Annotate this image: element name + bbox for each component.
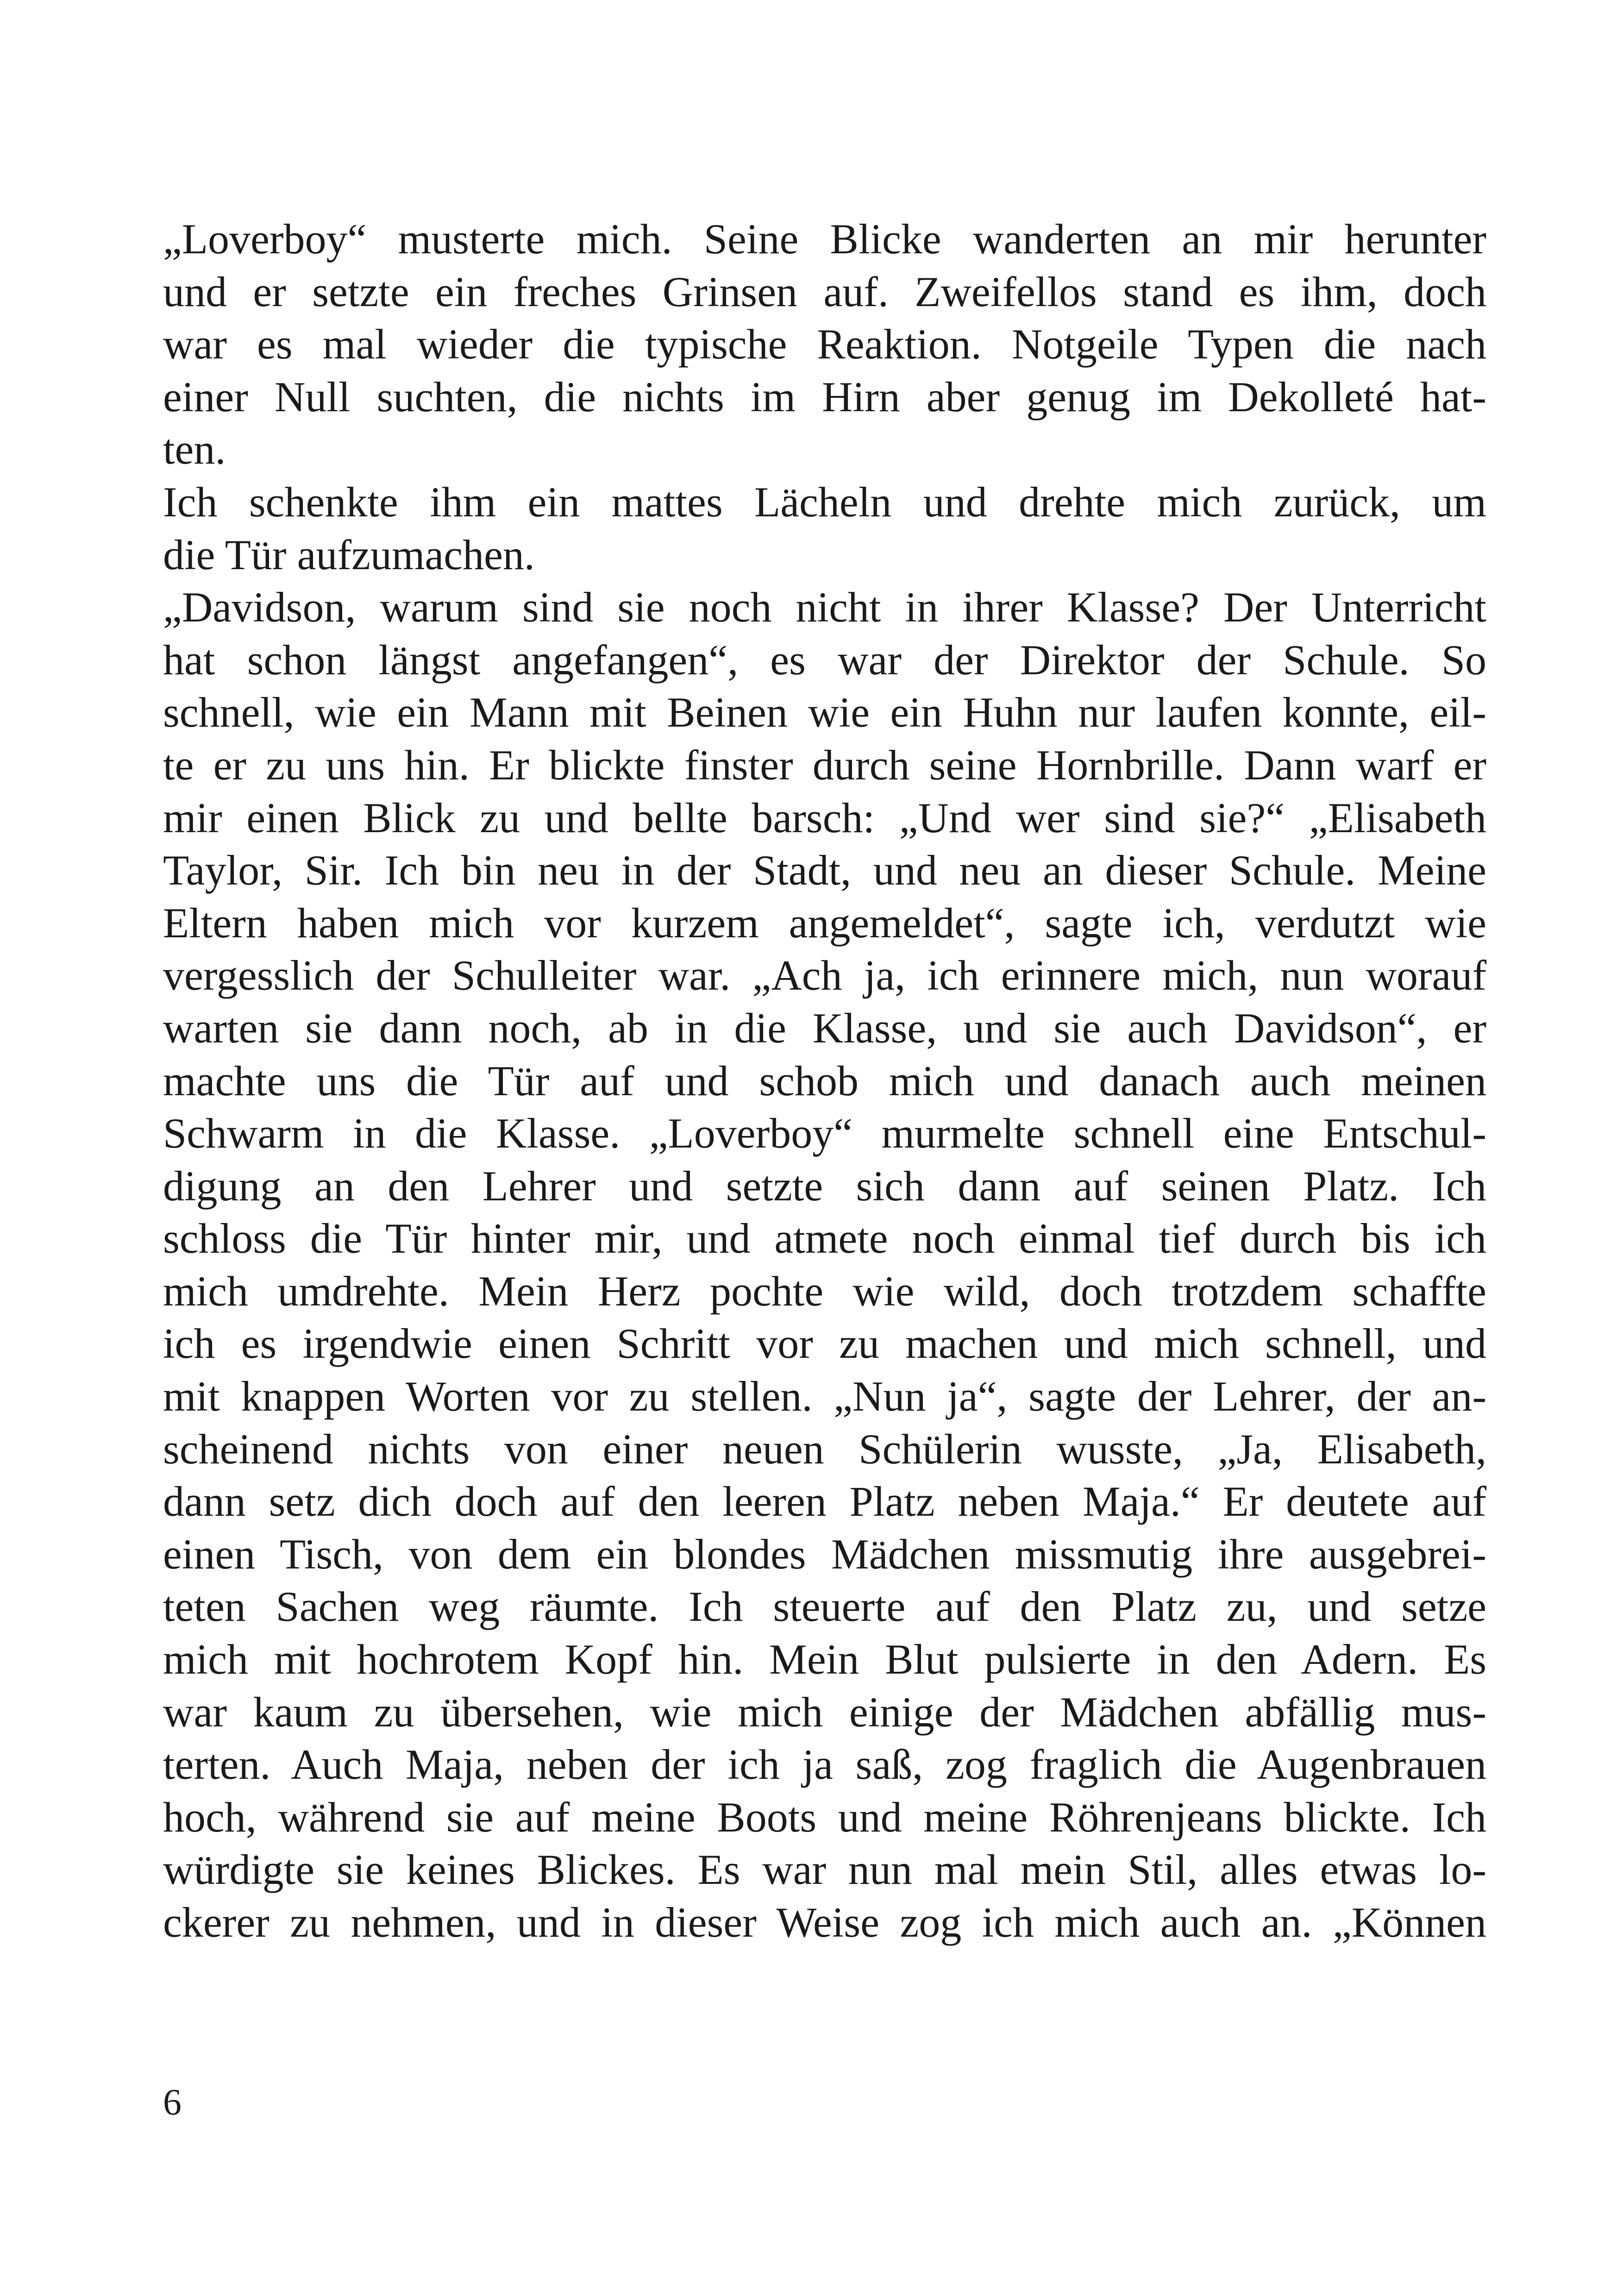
text-line: terten. Auch Maja, neben der ich ja saß, zog fraglich die Augenbrauen <box>163 1741 1486 1788</box>
text-line: war es mal wieder die typische Reaktion. Notgeile Typen die nach <box>163 320 1486 368</box>
text-line: warten sie dann noch, ab in die Klasse, und sie auch Davidson“, er <box>163 1004 1486 1052</box>
text-line: würdigte sie keines Blickes. Es war nun mal mein Stil, alles etwas lo- <box>163 1846 1486 1894</box>
text-line: mich mit hochrotem Kopf hin. Mein Blut pulsierte in den Adern. Es <box>163 1636 1486 1683</box>
text-line: hat schon längst angefangen“, es war der Direktor der Schule. So <box>163 636 1486 684</box>
text-line: ich es irgendwie einen Schritt vor zu machen und mich schnell, und <box>163 1320 1486 1368</box>
page-number: 6 <box>163 2082 182 2123</box>
text-line: vergesslich der Schulleiter war. „Ach ja, ich erinnere mich, nun worauf <box>163 952 1486 999</box>
text-line: Eltern haben mich vor kurzem angemeldet“, sagte ich, verdutzt wie <box>163 899 1486 947</box>
text-line: schloss die Tür hinter mir, und atmete noch einmal tief durch bis ich <box>163 1215 1486 1262</box>
text-line: dann setz dich doch auf den leeren Platz neben Maja.“ Er deutete auf <box>163 1478 1486 1525</box>
text-line: mir einen Blick zu und bellte barsch: „Und wer sind sie?“ „Elisabeth <box>163 794 1486 841</box>
text-line: ten. <box>163 426 226 473</box>
text-line: Schwarm in die Klasse. „Loverboy“ murmelte schnell eine Entschul- <box>163 1110 1486 1157</box>
text-line: Ich schenkte ihm ein mattes Lächeln und drehte mich zurück, um <box>163 478 1486 526</box>
text-line: schnell, wie ein Mann mit Beinen wie ein Huhn nur laufen konnte, eil- <box>163 689 1486 736</box>
text-line: machte uns die Tür auf und schob mich und danach auch meinen <box>163 1057 1486 1104</box>
text-line: mich umdrehte. Mein Herz pochte wie wild, doch trotzdem schaffte <box>163 1267 1486 1315</box>
text-line: einer Null suchten, die nichts im Hirn aber genug im Dekolleté hat- <box>163 373 1486 420</box>
text-line: hoch, während sie auf meine Boots und meine Röhrenjeans blickte. Ich <box>163 1793 1486 1841</box>
text-line: teten Sachen weg räumte. Ich steuerte auf den Platz zu, und setze <box>163 1583 1486 1631</box>
text-line: te er zu uns hin. Er blickte finster durch seine Hornbrille. Dann warf er <box>163 741 1486 789</box>
text-line: mit knappen Worten vor zu stellen. „Nun ja“, sagte der Lehrer, der an- <box>163 1373 1486 1420</box>
text-line: war kaum zu übersehen, wie mich einige der Mädchen abfällig mus- <box>163 1688 1486 1736</box>
text-line: scheinend nichts von einer neuen Schülerin wusste, „Ja, Elisabeth, <box>163 1425 1486 1473</box>
text-line: „Loverboy“ musterte mich. Seine Blicke wanderten an mir herunter <box>163 215 1486 263</box>
text-line: und er setzte ein freches Grinsen auf. Zweifellos stand es ihm, doch <box>163 268 1486 315</box>
text-line: Taylor, Sir. Ich bin neu in der Stadt, und neu an dieser Schule. Meine <box>163 847 1486 894</box>
text-line: ckerer zu nehmen, und in dieser Weise zog ich mich auch an. „Können <box>163 1899 1486 1946</box>
text-line: digung an den Lehrer und setzte sich dann auf seinen Platz. Ich <box>163 1162 1486 1210</box>
text-line: die Tür aufzumachen. <box>163 531 535 578</box>
text-line: „Davidson, warum sind sie noch nicht in ihrer Klasse? Der Unterricht <box>163 583 1486 631</box>
body-text <box>163 213 1486 1949</box>
text-line: einen Tisch, von dem ein blondes Mädchen missmutig ihre ausgebrei- <box>163 1530 1486 1578</box>
